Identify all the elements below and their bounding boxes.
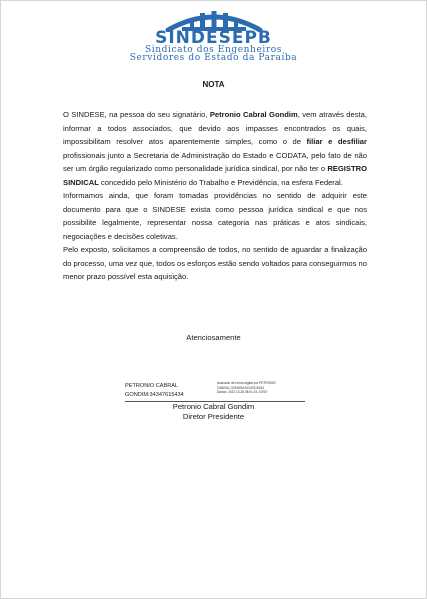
org-subtitle-line1: Sindicato dos Engenheiros: [144, 45, 283, 55]
text-run: profissionais junto a Secretaria de Administração do Estado e CODATA, pelo fato de não ser um órgão regularizado como personalidade jurídica sindical, por não ter o: [63, 150, 367, 173]
text-run: O SINDESE, na pessoa do seu signatário,: [63, 110, 210, 119]
filiar-desfiliar-bold: filiar e desfiliar: [306, 137, 367, 146]
digital-signer-name: PETRONIO CABRAL: [125, 383, 179, 389]
digital-signature-stamp: [217, 381, 276, 395]
org-name: SINDESEPB: [155, 28, 272, 48]
signer-name: Petronio Cabral Gondim: [172, 402, 255, 411]
signer-block: [1, 402, 426, 421]
org-subtitle-line2: Servidores do Estado da Paraíba: [129, 53, 298, 63]
signer-role: Diretor Presidente: [182, 411, 245, 421]
closing-text: Atenciosamente: [186, 333, 241, 342]
document-title: NOTA: [202, 80, 225, 89]
text-run: , vem através desta, informar a todos associados, que devido aos impasses encontrados os quais, impossibilitam resolver atos aparentemente simples, como o de: [63, 110, 367, 146]
document-body: [63, 108, 367, 284]
signer-name-bold: Petronio Cabral Gondim: [209, 110, 298, 119]
stamp-line-3: Dados: 2022.10.28 08:01:15 -03'00': [217, 390, 268, 395]
paragraph-2: Informamos ainda, que foram tomadas providências no sentido de adquirir este documento para que o SINDESE exista como pessoa jurídica sindical e que nos possibilite legalmente, representar nossa categoria nas práticas e atos sindicais, negociações e decisões coletivas.: [63, 191, 367, 241]
paragraph-1: [63, 108, 367, 189]
digital-signer-id: GONDIM:34347615434: [125, 392, 184, 398]
paragraph-3: Pelo exposto, solicitamos a compreensão de todos, no sentido de aguardar a finalização do processo, uma vez que, todos os esforços estão sendo voltados para conseguirmos no menor prazo possível esta aquisição.: [63, 245, 367, 281]
stamp-line-1: Assinado de forma digital por PETRONIO: [217, 381, 276, 385]
digital-signature-name: [125, 382, 184, 400]
text-run: concedido pelo Ministério do Trabalho e Previdência, na esfera Federal.: [98, 177, 343, 187]
stamp-line-2: CABRAL GONDIM:34347615434: [217, 385, 265, 390]
registro-sindical-bold: REGISTRO SINDICAL: [63, 164, 367, 187]
